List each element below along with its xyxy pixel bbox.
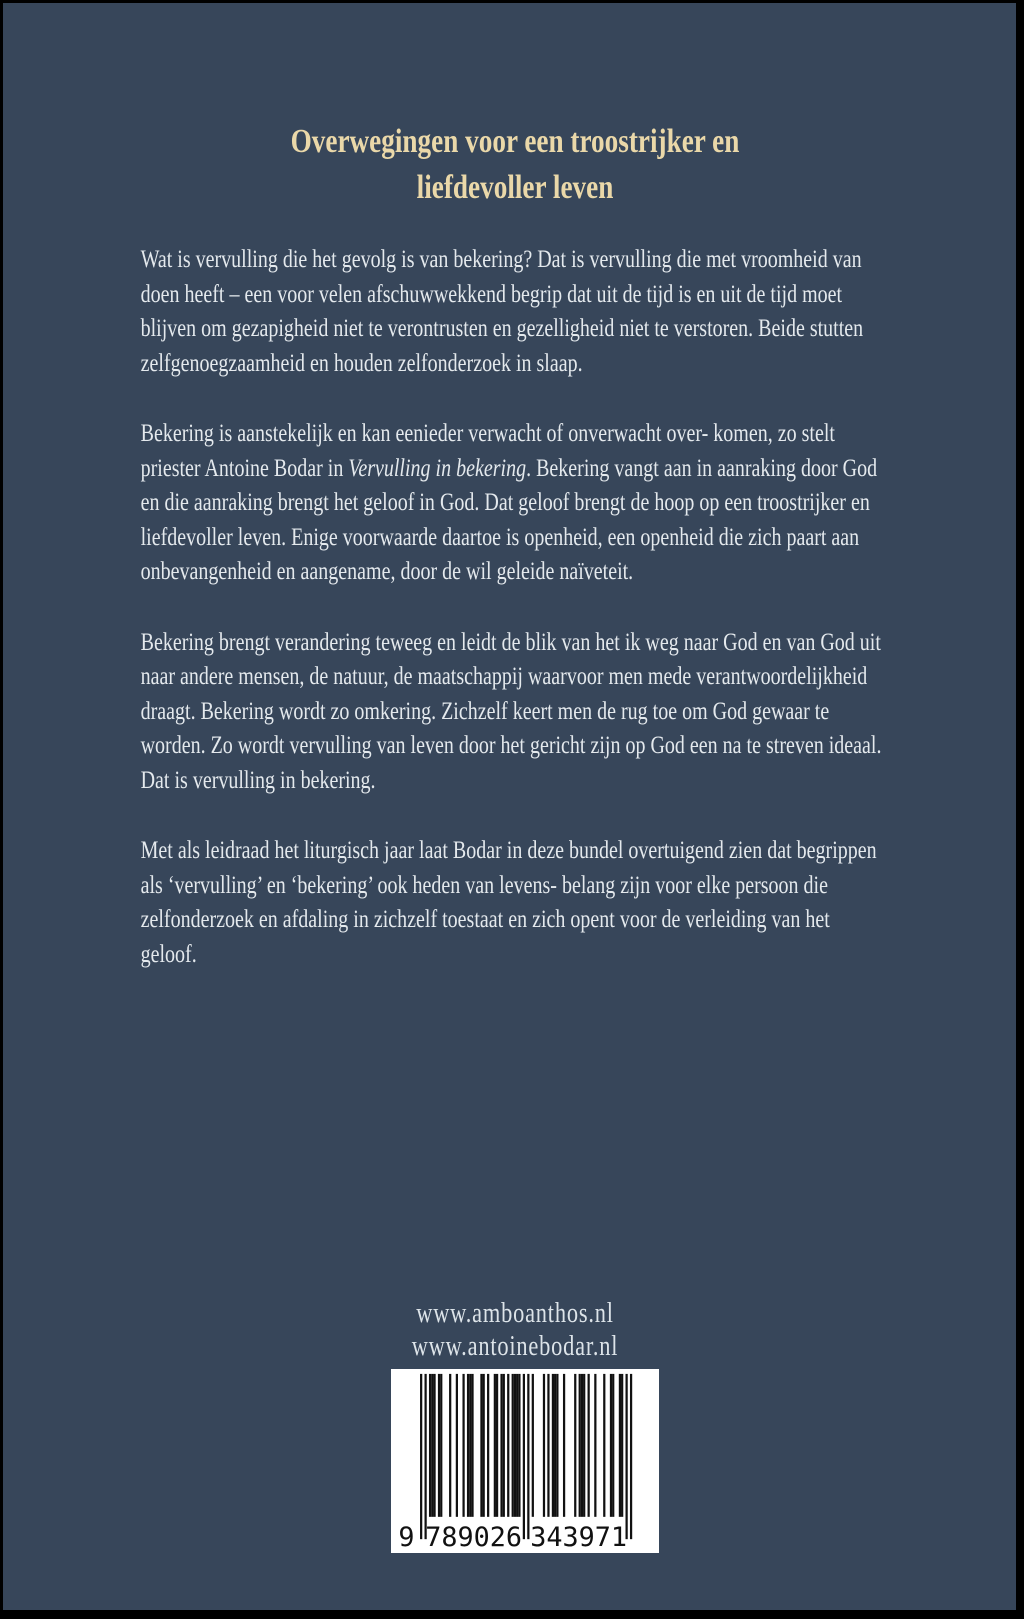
blurb-line: belang zijn voor elke persoon die zelfonderzoek en afdaling in zichzelf (140, 871, 828, 933)
blurb-line: Enige voorwaarde daartoe is openheid, een openheid die zich paart aan (291, 523, 860, 551)
blurb-line: ideaal. Dat is vervulling in bekering. (140, 732, 882, 794)
blurb-line: Bekering brengt verandering teweeg en leidt de blik van het ik weg naar (140, 628, 719, 656)
barcode-svg (391, 1369, 659, 1553)
blurb-line: Wat is vervulling die het gevolg is van bekering? Dat is vervulling die met (140, 246, 737, 273)
cover-title-line-2: liefdevoller leven (416, 169, 614, 206)
barcode-digit-leading: 9 (398, 1521, 415, 1553)
back-cover-blurb (141, 243, 887, 1008)
publisher-websites (3, 1297, 1024, 1363)
blurb-line: toestaat en zich opent voor de verleiding van het geloof. (140, 906, 830, 968)
blurb-paragraph-3 (141, 626, 887, 799)
publisher-url: www.amboanthos.nl (416, 1298, 614, 1329)
blurb-paragraph-2 (141, 417, 887, 590)
blurb-line: omkering. Zichzelf keert men de rug toe om God gewaar te worden. Zo (140, 697, 830, 759)
cover-title (3, 119, 1024, 211)
blurb-line: vroomheid van doen heeft – een voor velen afschuwwekkend begrip dat uit (140, 246, 862, 308)
blurb-line: Bekering is aanstekelijk en kan eenieder verwacht of onverwacht over- (140, 420, 709, 447)
blurb-paragraph-4 (141, 834, 887, 972)
cover-title-line-1: Overwegingen voor een troostrijker en (290, 123, 740, 160)
barcode-digits-right: 343971 (530, 1521, 628, 1553)
blurb-line: de tijd is en uit de tijd moet blijven om gezapigheid niet te verontrusten (140, 280, 843, 342)
blurb-line: zien dat begrippen als ‘vervulling’ en ‘bekering’ ook heden van levens- (140, 837, 877, 899)
blurb-line: vangt aan in aanraking door God en die aanraking brengt het geloof in (140, 454, 878, 516)
blurb-line: God. Dat geloof brengt de hoop op een troostrijker en liefdevoller leven. (140, 489, 870, 551)
blurb-line: God en van God uit naar andere mensen, de natuur, de maatschappij (140, 628, 881, 690)
blurb-text: . Bekering (526, 454, 610, 482)
blurb-line: Met als leidraad het liturgisch jaar laat Bodar in deze bundel overtuigend (140, 837, 724, 864)
blurb-line: houden zelfonderzoek in slaap. (333, 349, 583, 377)
blurb-line: wordt vervulling van leven door het gericht zijn op God een na te streven (237, 732, 824, 759)
blurb-line: en gezelligheid niet te verstoren. Beide stutten zelfgenoegzaamheid en (140, 315, 864, 377)
author-url: www.antoinebodar.nl (411, 1331, 619, 1362)
barcode-bars-group (420, 1374, 632, 1539)
blurb-line: onbevangenheid en aangename, door de wil geleide naïveteit. (140, 558, 634, 585)
blurb-text: komen, zo stelt priester Antoine Bodar in (140, 420, 835, 482)
blurb-line: waarvoor men mede verantwoordelijkheid draagt. Bekering wordt zo (140, 663, 868, 725)
barcode-digits-left: 789026 (425, 1521, 523, 1553)
isbn-barcode (391, 1369, 659, 1553)
blurb-paragraph-1 (141, 243, 887, 381)
book-title-italic: Vervulling in bekering (348, 454, 527, 482)
